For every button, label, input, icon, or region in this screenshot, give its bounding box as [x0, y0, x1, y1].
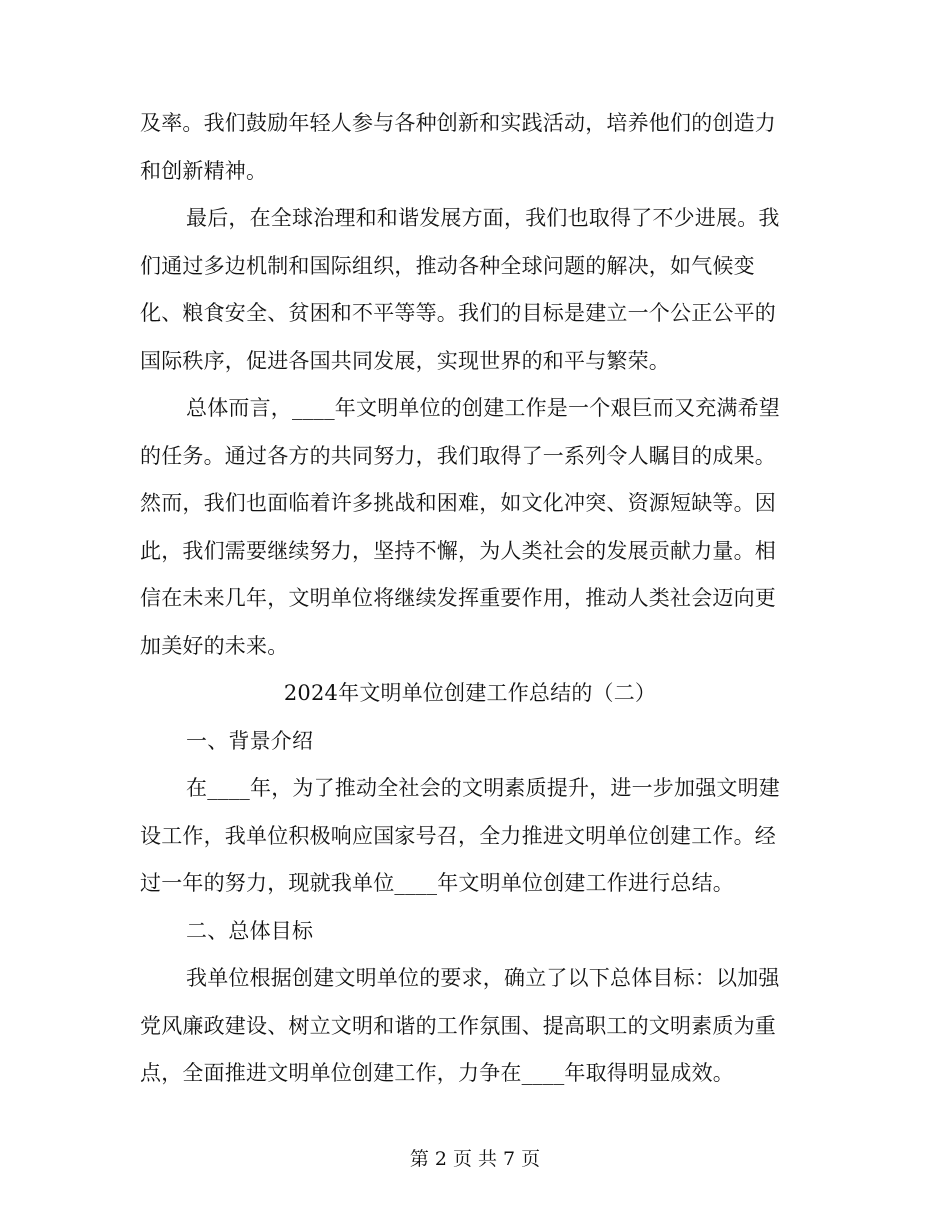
paragraph-line: 最后，在全球治理和和谐发展方面，我们也取得了不少进展。我	[186, 206, 780, 230]
paragraph-line: 化、粮食安全、贫困和不平等等。我们的目标是建立一个公正公平的	[140, 301, 776, 325]
paragraph-line: 和创新精神。	[140, 158, 268, 183]
paragraph-line: 国际秩序，促进各国共同发展，实现世界的和平与繁荣。	[140, 348, 670, 373]
section-heading-goals: 二、总体目标	[186, 918, 314, 943]
page-number-footer: 第 2 页 共 7 页	[409, 1148, 541, 1170]
paragraph-line: 加美好的未来。	[140, 633, 289, 658]
paragraph-line: 然而，我们也面临着许多挑战和困难，如文化冲突、资源短缺等。因	[140, 491, 776, 515]
paragraph-line: 们通过多边机制和国际组织，推动各种全球问题的解决，如气候变	[140, 253, 755, 278]
paragraph-line: 信在未来几年，文明单位将继续发挥重要作用，推动人类社会迈向更	[140, 586, 776, 610]
paragraph-line: 我单位根据创建文明单位的要求，确立了以下总体目标：以加强	[186, 966, 780, 990]
paragraph-line: 设工作，我单位积极响应国家号召，全力推进文明单位创建工作。经	[140, 823, 776, 848]
document-body	[140, 100, 800, 1098]
paragraph-line: 点，全面推进文明单位创建工作，力争在____年取得明显成效。	[140, 1061, 734, 1085]
paragraph-line: 的任务。通过各方的共同努力，我们取得了一系列令人瞩目的成果。	[140, 443, 776, 468]
section-heading-background: 一、背景介绍	[186, 728, 314, 753]
paragraph-line: 党风廉政建设、树立文明和谐的工作氛围、提高职工的文明素质为重	[140, 1013, 776, 1038]
paragraph-line: 总体而言，____年文明单位的创建工作是一个艰巨而又充满希望	[186, 396, 780, 420]
paragraph-line: 及率。我们鼓励年轻人参与各种创新和实践活动，培养他们的创造力	[140, 111, 776, 135]
paragraph-line: 过一年的努力，现就我单位____年文明单位创建工作进行总结。	[140, 871, 734, 895]
paragraph-line: 此，我们需要继续努力，坚持不懈，为人类社会的发展贡献力量。相	[140, 538, 776, 563]
paragraph-line: 在____年，为了推动全社会的文明素质提升，进一步加强文明建	[186, 776, 780, 800]
section-title: 2024年文明单位创建工作总结的（二）	[283, 681, 657, 705]
